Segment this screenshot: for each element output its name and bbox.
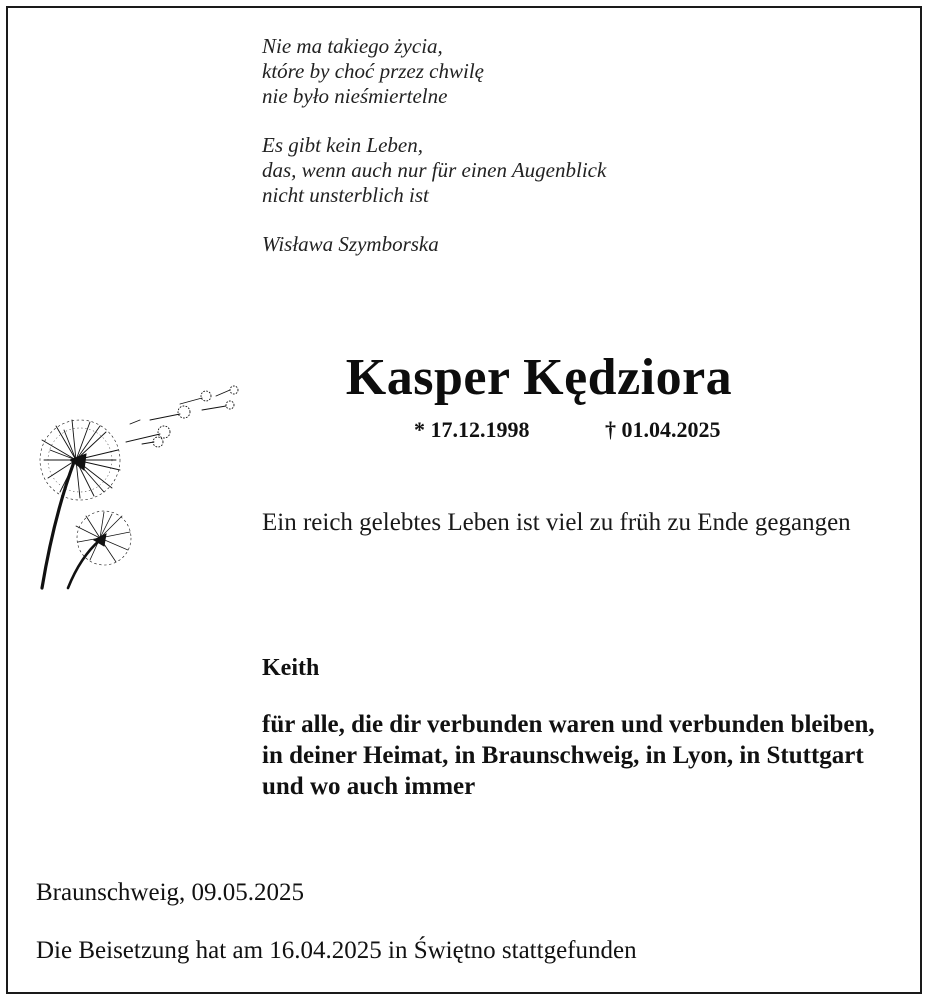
poem-author: Wisława Szymborska xyxy=(262,232,439,256)
poem-line: nicht unsterblich ist xyxy=(262,183,429,207)
dedication-text: für alle, die dir verbunden waren und verbunden bleiben, in deiner Heimat, in Braunschweig, in Lyon, in Stuttgart und wo auch immer xyxy=(262,711,875,800)
poem-line: które by choć przez chwilę xyxy=(262,59,484,83)
tribute-text: Ein reich gelebtes Leben ist viel zu früh zu Ende gegangen xyxy=(262,509,851,536)
poem-stanza-polish xyxy=(262,34,606,109)
poem-stanza-german xyxy=(262,133,606,208)
dandelion-icon xyxy=(30,380,250,595)
deceased-name: Kasper Kędziora xyxy=(345,349,733,406)
poem xyxy=(262,34,606,257)
burial-note: Die Beisetzung hat am 16.04.2025 in Świętno stattgefunden xyxy=(36,937,637,964)
signer-name: Keith xyxy=(262,655,320,681)
place-and-date: Braunschweig, 09.05.2025 xyxy=(36,879,305,906)
poem-line: Es gibt kein Leben, xyxy=(262,133,423,157)
death-date: † 01.04.2025 xyxy=(605,417,721,442)
poem-line: das, wenn auch nur für einen Augenblick xyxy=(262,158,607,182)
birth-date: * 17.12.1998 xyxy=(414,417,530,442)
poem-line: nie było nieśmiertelne xyxy=(262,84,448,108)
poem-line: Nie ma takiego życia, xyxy=(262,34,443,58)
